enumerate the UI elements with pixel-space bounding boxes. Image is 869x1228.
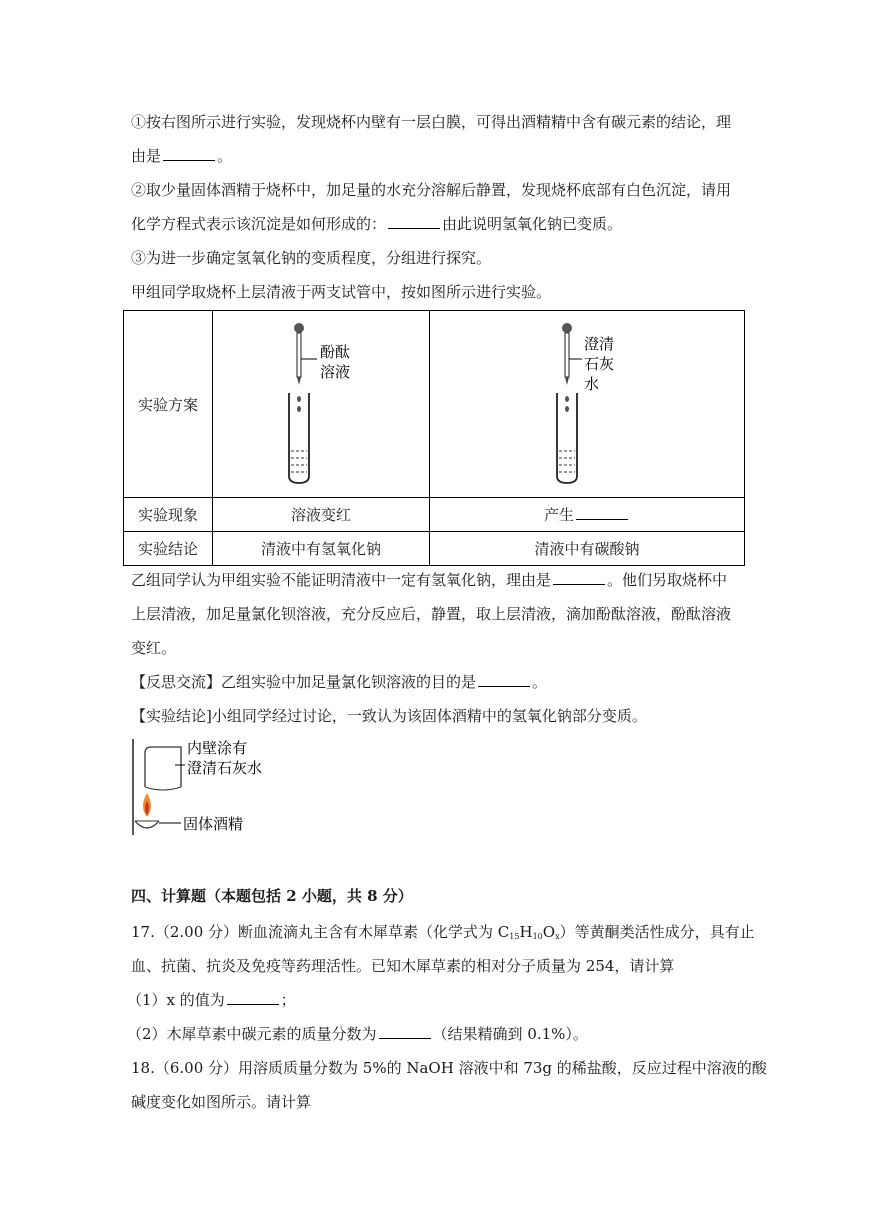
text-segment: 化学方程式表示该沉淀是如何形成的： (131, 215, 387, 233)
text-segment: 由是 (131, 147, 162, 165)
question-18-line: 18.（6.00 分）用溶质质量分数为 5%的 NaOH 溶液中和 73g 的稀盐酸，反应过程中溶液的酸 (131, 1059, 767, 1077)
reagent-label: 石灰 (584, 355, 615, 373)
figure-label: 固体酒精 (183, 815, 244, 833)
answer-blank[interactable] (576, 505, 628, 520)
reagent-label: 澄清 (584, 335, 615, 353)
paragraph-line: 变红。 (131, 639, 177, 657)
paragraph-line: ①按右图所示进行实验，发现烧杯内壁有一层白膜，可得出酒精精中含有碳元素的结论，理 (131, 113, 732, 131)
question-17-part-2 (127, 1024, 588, 1044)
paragraph-line: 【实验结论]小组同学经过讨论，一致认为该固体酒精中的氢氧化钠部分变质。 (131, 707, 647, 725)
text-segment: （2）木犀草素中碳元素的质量分数为 (127, 1025, 377, 1043)
paragraph-line (131, 570, 727, 590)
question-17-part-1 (127, 990, 296, 1010)
subscript: 15 (509, 932, 520, 941)
paragraph-line (131, 672, 547, 692)
answer-blank[interactable] (388, 214, 440, 229)
subscript: x (555, 932, 560, 941)
text-segment: 由此说明氢氧化钠已变质。 (442, 215, 623, 233)
figure-label: 澄清石灰水 (187, 759, 263, 777)
text-segment: O (542, 923, 556, 941)
table-cell (430, 311, 745, 498)
text-segment: 产生 (543, 506, 574, 524)
answer-blank[interactable] (227, 990, 279, 1005)
reagent-label: 酚酞 (320, 343, 351, 361)
table-row-header: 实验现象 (124, 498, 213, 532)
table-row (124, 532, 745, 566)
table-cell (213, 311, 430, 498)
text-segment: ）等黄酮类活性成分，具有止 (559, 923, 755, 941)
text-segment: （结果精确到 0.1%）。 (432, 1025, 588, 1043)
text-segment: 17.（2.00 分）断血流滴丸主含有木犀草素（化学式为 C (131, 923, 510, 941)
answer-blank[interactable] (379, 1024, 431, 1039)
text-segment: 。 (217, 147, 233, 165)
figure-label: 内壁涂有 (187, 739, 248, 757)
text-segment: （1）x 的值为 (127, 991, 225, 1009)
text-segment: 【反思交流】乙组实验中加足量氯化钡溶液的目的是 (131, 673, 477, 691)
limewater-test-tube-figure (430, 311, 744, 493)
table-cell: 清液中有碳酸钠 (430, 532, 745, 566)
beaker-burner-figure (125, 735, 265, 845)
paragraph-line: ③为进一步确定氢氧化钠的变质程度，分组进行探究。 (131, 249, 492, 267)
question-17-line: 血、抗菌、抗炎及免疫等药理活性。已知木犀草素的相对分子质量为 254，请计算 (131, 957, 675, 975)
table-row-header: 实验结论 (124, 532, 213, 566)
reagent-label: 水 (584, 375, 600, 393)
text-segment: ； (280, 991, 296, 1009)
table-row (124, 498, 745, 532)
text-segment: H (519, 923, 533, 941)
section-title: 四、计算题（本题包括 2 小题，共 8 分） (131, 887, 413, 905)
table-row-header: 实验方案 (124, 311, 213, 498)
table-cell: 溶液变红 (213, 498, 430, 532)
experiment-table (123, 310, 745, 566)
answer-blank[interactable] (553, 570, 605, 585)
answer-blank[interactable] (163, 146, 215, 161)
paragraph-line (131, 214, 622, 234)
paragraph-line: 甲组同学取烧杯上层清液于两支试管中，按如图所示进行实验。 (131, 283, 552, 301)
reagent-label: 溶液 (320, 363, 351, 381)
paragraph-line: ②取少量固体酒精于烧杯中，加足量的水充分溶解后静置，发现烧杯底部有白色沉淀，请用 (131, 181, 732, 199)
table-row (124, 311, 745, 498)
question-17-line (131, 922, 755, 947)
text-segment: 。他们另取烧杯中 (607, 571, 728, 589)
text-segment: 。 (532, 673, 548, 691)
paragraph-line: 上层清液，加足量氯化钡溶液，充分反应后，静置，取上层清液，滴加酚酞溶液，酚酞溶液 (131, 605, 732, 623)
table-cell: 清液中有氢氧化钠 (213, 532, 430, 566)
table-cell (430, 498, 745, 532)
phenolphthalein-test-tube-figure (213, 311, 429, 493)
text-segment: 乙组同学认为甲组实验不能证明清液中一定有氢氧化钠，理由是 (131, 571, 552, 589)
paragraph-line (131, 146, 232, 166)
subscript: 10 (532, 932, 543, 941)
question-18-line: 碱度变化如图所示。请计算 (131, 1093, 312, 1111)
answer-blank[interactable] (478, 672, 530, 687)
